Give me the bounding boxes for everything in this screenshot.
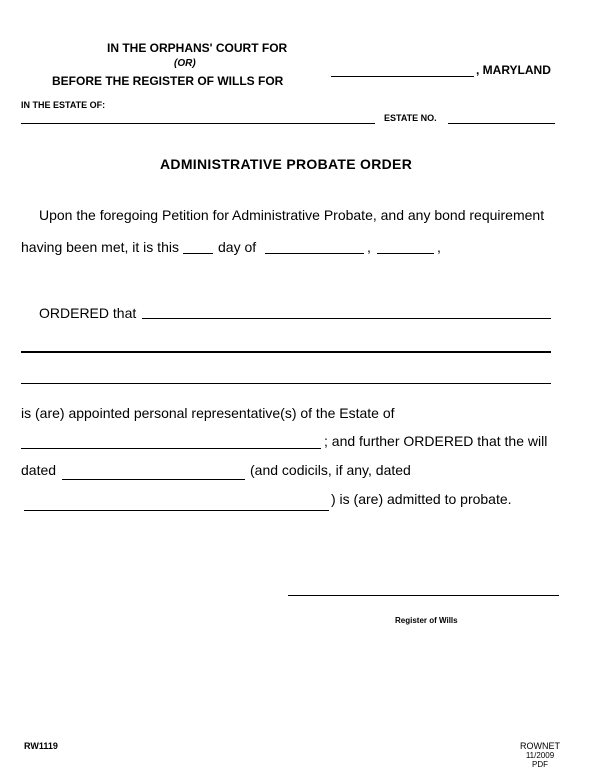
footer-rownet: ROWNET	[520, 741, 560, 751]
decedent-blank[interactable]	[21, 448, 321, 449]
ordered-blank-3[interactable]	[21, 383, 551, 384]
codicils-text: (and codicils, if any, dated	[250, 462, 411, 478]
estate-name-blank[interactable]	[21, 123, 375, 124]
admitted-text: ) is (are) admitted to probate.	[331, 491, 512, 507]
further-ordered-text: ; and further ORDERED that the will	[324, 433, 548, 449]
ordered-blank-1[interactable]	[142, 318, 551, 319]
will-date-blank[interactable]	[62, 479, 245, 480]
estate-no-label: ESTATE NO.	[384, 113, 437, 123]
day-blank[interactable]	[183, 253, 213, 254]
page-title: ADMINISTRATIVE PROBATE ORDER	[160, 156, 413, 172]
ordered-that-label: ORDERED that	[39, 305, 137, 321]
form-code: RW1119	[24, 741, 58, 751]
para1-line2-b: day of	[218, 239, 257, 255]
footer-revision: 11/2009	[525, 751, 555, 760]
signature-label: Register of Wills	[395, 616, 458, 625]
dated-label: dated	[21, 462, 57, 478]
month-blank[interactable]	[265, 253, 364, 254]
appointed-text: is (are) appointed personal representative(s) of the Estate of	[21, 405, 395, 421]
comma-1: ,	[367, 239, 371, 255]
or-line: (OR)	[174, 58, 196, 69]
codicil-date-blank[interactable]	[24, 510, 329, 511]
register-line: BEFORE THE REGISTER OF WILLS FOR	[52, 74, 284, 88]
footer-format: PDF	[532, 760, 548, 769]
court-line: IN THE ORPHANS' COURT FOR	[107, 41, 288, 55]
state-label: , MARYLAND	[476, 63, 551, 77]
estate-of-label: IN THE ESTATE OF:	[21, 100, 106, 110]
signature-line[interactable]	[288, 595, 559, 596]
para1-line1: Upon the foregoing Petition for Administrative Probate, and any bond requirement	[39, 207, 545, 223]
para1-line2-a: having been met, it is this	[21, 239, 179, 255]
year-blank[interactable]	[377, 253, 434, 254]
ordered-blank-2[interactable]	[21, 351, 551, 353]
estate-no-blank[interactable]	[448, 123, 555, 124]
comma-2: ,	[437, 239, 441, 255]
county-blank[interactable]	[331, 76, 474, 77]
footer-meta	[515, 741, 565, 769]
